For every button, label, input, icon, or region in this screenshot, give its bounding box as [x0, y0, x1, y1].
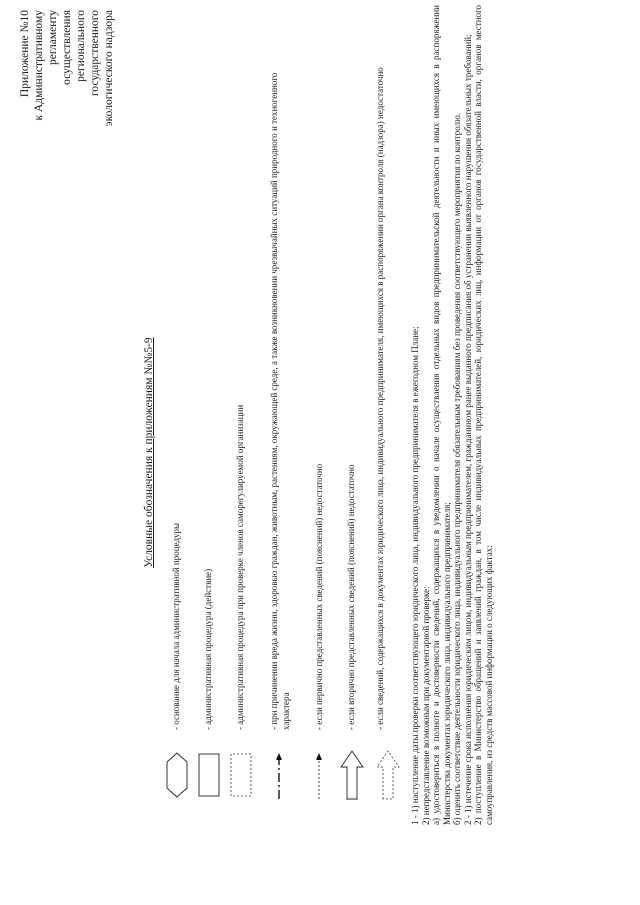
note-1-1: 1 - 1) наступление даты проверки соответствующего юридического лица, индивидуального предпринимателя в ежегодном Плане;	[410, 326, 420, 825]
legend-text: - при причинении вреда жизни, здоровью граждан, животным, растениям, окружающей среде, а также возникновении чрезвычайных ситуаций природного и техногенного характера	[269, 72, 291, 730]
legend-text: - если сведений, содержащихся в документах юридического лица, индивидуального предпринимателя, имеющихся в распоряжении органа контроля (надзора) недостаточно	[375, 67, 385, 730]
note-2-1: 2 - 1) истечение срока исполнения юридическим лицом, индивидуальным предпринимателем, гражданином ранее выданного предписания об устранении выявленного нарушения обязательных требований;	[462, 34, 473, 825]
note-1-2-a: а) удостовериться в полноте и достоверности сведений, содержащихся в уведомлении о начале осуществления отдельных видов предпринимательской деятельности и иных имеющихся в распоряжении Министерства документах юридического лица, индивидуального предпринимателя;	[431, 5, 452, 825]
legend-text: - административная процедура при проверке членов саморегулируемой организации	[235, 404, 245, 730]
annex-line-2: к Административному регламенту	[33, 10, 59, 121]
legend-text: - административная процедура (действие)	[203, 568, 213, 730]
block-arrow-symbol	[339, 745, 365, 805]
annex-line-4: государственного	[89, 10, 101, 96]
annex-line-5: экологического надзора	[103, 10, 115, 127]
note-1-2: 2) непредставление возможным при документарной проверке:	[420, 586, 431, 825]
legend-text: - если вторично представленных сведений (пояснений) недостаточно	[346, 464, 356, 730]
rectangle-symbol	[197, 745, 221, 805]
note-1-2-b: б) оценить соответствие деятельности юридического лица, индивидуального предпринимателя обязательным требованиям без проведения соответствующего мероприятия по контролю.	[452, 112, 462, 825]
notes-block	[410, 5, 494, 825]
hexagon-symbol	[165, 745, 189, 805]
legend-text: - основание для начала административной процедуры	[171, 522, 181, 730]
legend-title: Условные обозначения к приложениям №№5-9	[143, 337, 155, 568]
note-2-2: 2) поступление в Министерство обращений и заявлений граждан, в том числе индивидуальных предпринимателей, юридических лиц, информации от органов государственной власти, органов местного самоуправления, из средств массовой информации о следующих фактах:	[473, 5, 494, 825]
annex-line-3: осуществления регионального	[61, 10, 87, 85]
legend-text: - если первично представленных сведений (пояснений) недостаточно	[314, 463, 324, 730]
dashed-rectangle-symbol	[229, 745, 253, 805]
dash-dot-arrow-symbol	[269, 745, 289, 805]
annex-header	[18, 10, 116, 145]
dashed-block-arrow-symbol	[375, 745, 401, 805]
dashed-arrow-symbol	[309, 745, 329, 805]
annex-number: Приложение №10	[19, 10, 31, 98]
